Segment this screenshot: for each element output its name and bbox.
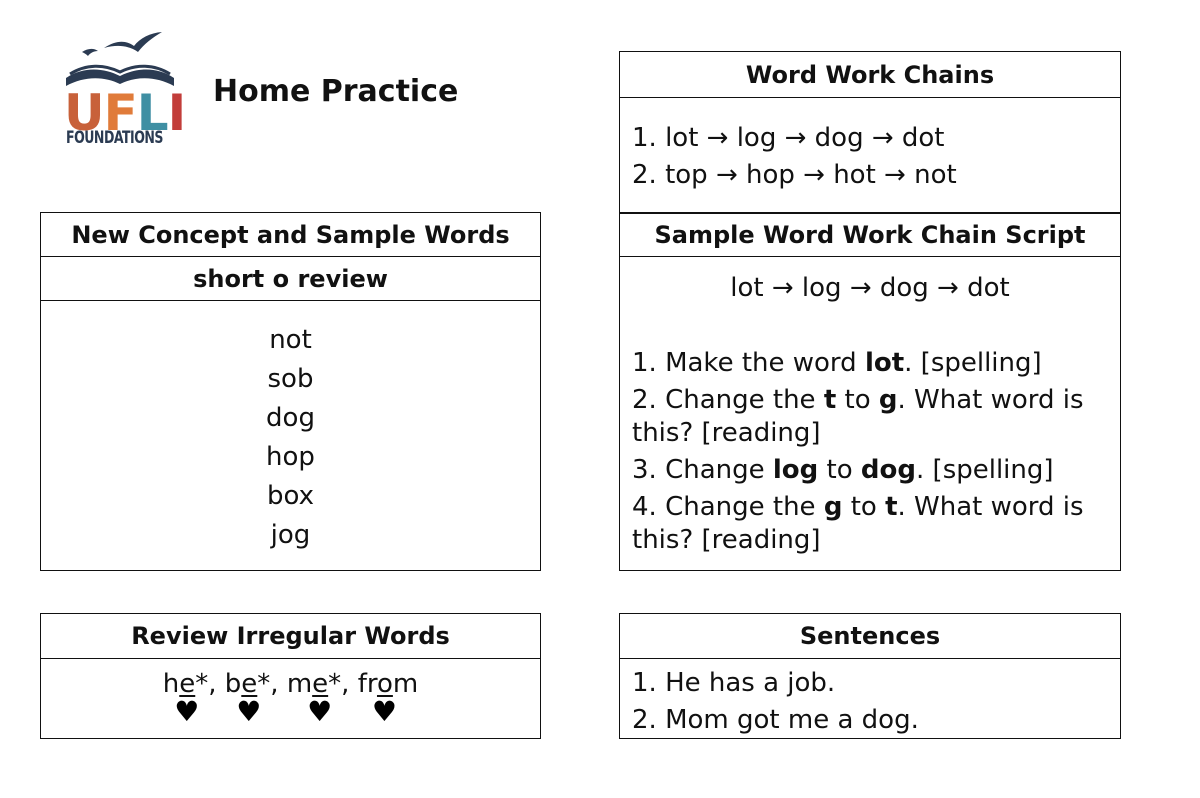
heart-icon: ♥: [371, 695, 397, 728]
concept-box: [40, 212, 541, 571]
irregular-words-box: [40, 613, 541, 739]
bird-book-icon: [64, 30, 176, 92]
word-work-chains-box: [619, 51, 1121, 214]
irregular-word: he*: [162, 669, 209, 699]
irregular-word: me*: [286, 669, 342, 699]
irregular-letter: e: [241, 669, 258, 699]
heart-icon: ♥: [307, 695, 333, 728]
logo-letter-l: L: [136, 84, 168, 142]
logo-letter-u: U: [64, 84, 104, 142]
irregular-letter: e: [312, 669, 329, 699]
script-step: 3. Change log to dog. [spelling]: [632, 455, 1054, 485]
ufli-logo: [64, 30, 186, 152]
page-title: Home Practice: [213, 74, 459, 109]
sample-word: not: [269, 325, 312, 355]
script-step: 2. Change the t to g. What word is this? [reading]: [632, 385, 1084, 448]
script-step: 1. Make the word lot. [spelling]: [632, 348, 1042, 378]
script-chain: lot → log → dog → dot: [730, 273, 1010, 303]
script-step: 4. Change the g to t. What word is this? [reading]: [632, 492, 1084, 555]
irregular-word-line: he*, be*, me*, from: [162, 669, 419, 699]
chain-line: 2. top → hop → hot → not: [632, 160, 957, 190]
heart-icon: ♥: [174, 695, 200, 728]
heart-icon: ♥: [236, 695, 262, 728]
sample-word: dog: [266, 403, 315, 433]
script-title: Sample Word Work Chain Script: [620, 213, 1120, 257]
chain-script-box: [619, 212, 1121, 571]
concept-title: New Concept and Sample Words: [41, 213, 540, 257]
sentences-title: Sentences: [620, 614, 1120, 659]
irregular-title: Review Irregular Words: [41, 614, 540, 659]
sample-word: box: [267, 481, 314, 511]
sample-word-list: [41, 301, 540, 555]
irregular-letter: o: [376, 669, 393, 699]
sample-word: jog: [270, 520, 311, 550]
irregular-letter: e: [179, 669, 196, 699]
concept-subtitle: short o review: [41, 257, 540, 301]
sentences-box: [619, 613, 1121, 739]
chain-line: 1. lot → log → dog → dot: [632, 123, 945, 153]
irregular-word: be*: [224, 669, 271, 699]
sample-word: sob: [267, 364, 314, 394]
chains-title: Word Work Chains: [620, 52, 1120, 98]
heart-row: [41, 695, 540, 728]
sentence-line: 2. Mom got me a dog.: [632, 705, 919, 735]
logo-letter-i: I: [167, 84, 186, 142]
sample-word: hop: [266, 442, 315, 472]
script-steps: [620, 329, 1120, 557]
logo-subtitle: FOUNDATIONS: [66, 128, 163, 148]
logo-letter-f: F: [103, 84, 137, 142]
irregular-word: from: [357, 669, 419, 699]
sentence-line: 1. He has a job.: [632, 668, 836, 698]
